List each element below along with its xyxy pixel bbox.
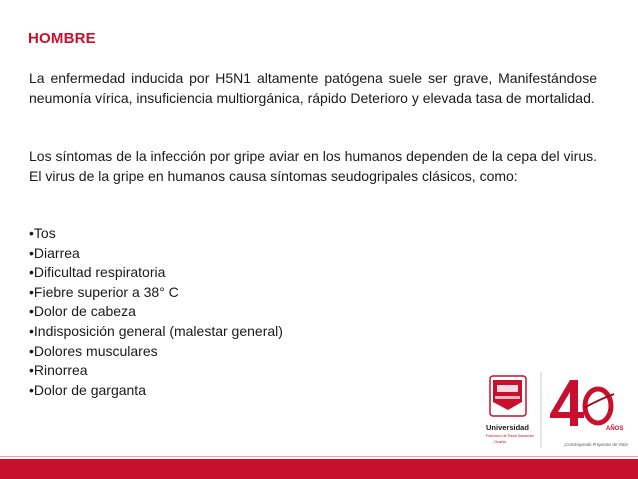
list-item: • Dificultad respiratoria <box>29 263 283 283</box>
list-item: • Diarrea <box>29 244 283 264</box>
university-shield-icon <box>490 376 526 416</box>
anniversary-tagline: ¡Construyendo Proyectos de Vida! <box>564 442 628 447</box>
anniversary-emblem-icon <box>550 380 614 426</box>
list-item: • Dolor de garganta <box>29 381 283 401</box>
footer-divider <box>0 456 638 457</box>
logo-graphic <box>480 368 630 454</box>
university-name: Universidad <box>486 423 529 432</box>
anniversary-word: AÑOS <box>606 426 624 432</box>
university-logo <box>480 368 630 454</box>
university-city: Ocaña <box>494 439 506 444</box>
footer-bar <box>0 459 638 479</box>
list-item: • Fiebre superior a 38° C <box>29 283 283 303</box>
list-item: • Indisposición general (malestar general) <box>29 322 283 342</box>
list-item: • Tos <box>29 224 283 244</box>
symptom-list <box>29 224 283 400</box>
list-item: • Dolores musculares <box>29 342 283 362</box>
list-item: • Rinorrea <box>29 361 283 381</box>
paragraph-symptoms: Los síntomas de la infección por gripe aviar en los humanos dependen de la cepa del virus. El virus de la gripe en humanos causa síntomas seudogripales clásicos, como: <box>29 148 597 184</box>
paragraph-intro: La enfermedad inducida por H5N1 altamente patógena suele ser grave, Manifestándose neumonía vírica, insuficiencia multiorgánica, rápido Deterioro y elevada tasa de mortalidad. <box>29 70 597 106</box>
slide-title: HOMBRE <box>28 30 96 47</box>
university-subtitle: Francisco de Paula Santander <box>486 434 535 438</box>
list-item: • Dolor de cabeza <box>29 302 283 322</box>
